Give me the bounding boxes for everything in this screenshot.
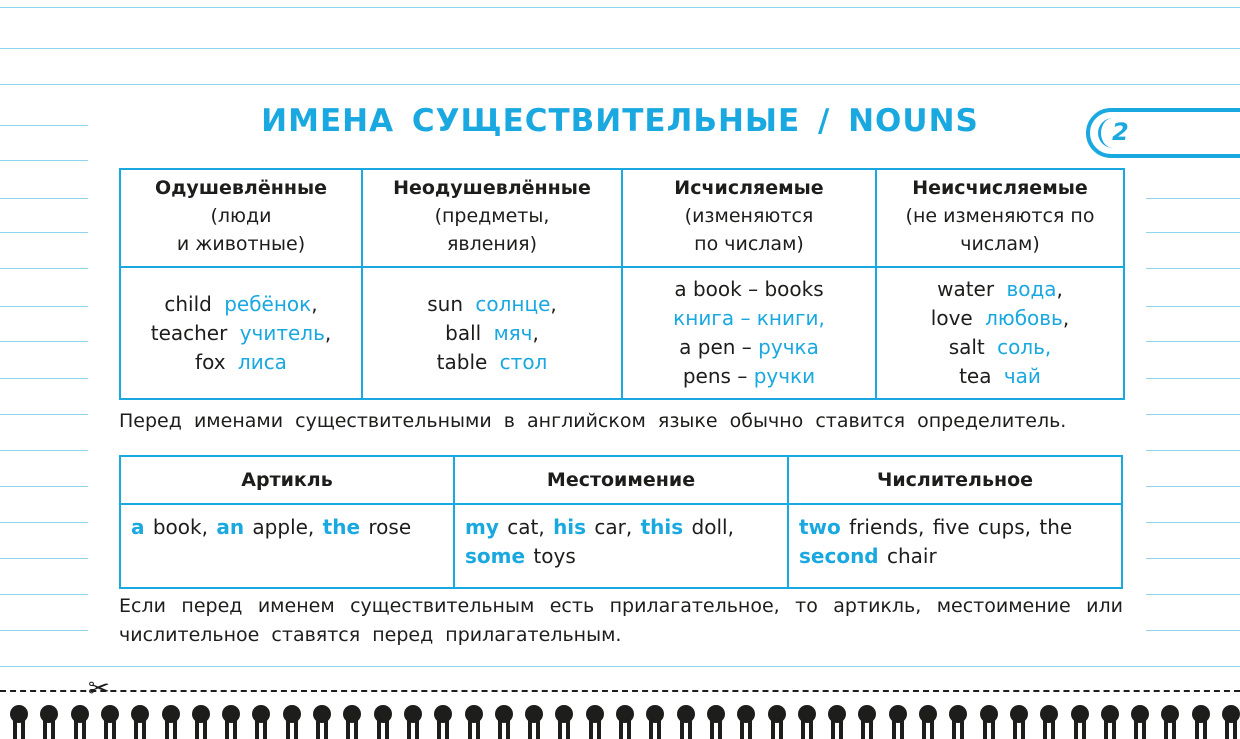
- binding-ring: [220, 703, 242, 738]
- example-text: apple,: [244, 515, 323, 539]
- header-inanimate: [362, 169, 622, 267]
- binding-ring: [523, 703, 545, 738]
- ruled-line: [0, 414, 88, 415]
- header-note: (изменяются: [684, 205, 814, 227]
- scissors-icon: ✂: [88, 674, 110, 704]
- singular: pens: [682, 364, 731, 388]
- example-line: [364, 319, 620, 348]
- example-line: [624, 362, 874, 391]
- determiners-table: [119, 455, 1123, 589]
- ruled-line: [0, 486, 88, 487]
- singular: книга: [673, 306, 735, 330]
- cell-uncountable-examples: [876, 267, 1124, 399]
- binding-ring: [38, 703, 60, 738]
- ruled-line: [0, 232, 88, 233]
- ruled-line: [0, 666, 1240, 667]
- punct: ,: [324, 320, 332, 345]
- english-word: table: [436, 349, 488, 374]
- punct: ,: [550, 291, 557, 316]
- ruled-line: [0, 450, 88, 451]
- ruled-line: [1146, 558, 1240, 559]
- header-note: явления): [446, 233, 538, 255]
- binding-ring: [887, 703, 909, 738]
- keyword: a: [131, 515, 145, 539]
- table-header-row: [120, 169, 1124, 267]
- binding-ring: [190, 703, 212, 738]
- russian-word: мяч: [493, 320, 533, 345]
- ruled-line: [1146, 486, 1240, 487]
- binding-ring: [947, 703, 969, 738]
- header-note: (не изменяются по: [905, 205, 1095, 227]
- plural: ручка: [758, 335, 819, 359]
- ruled-line: [0, 48, 1240, 49]
- header-pronoun: Местоимение: [454, 456, 788, 504]
- example-line: [878, 333, 1122, 362]
- english-word: ball: [445, 320, 482, 345]
- example-text: book,: [144, 515, 217, 539]
- cell-numeral-examples: [788, 504, 1122, 588]
- example-text: chair: [878, 544, 937, 568]
- dash: –: [748, 277, 759, 301]
- binding-ring: [796, 703, 818, 738]
- header-uncountable: [876, 169, 1124, 267]
- punct: ,: [1062, 306, 1070, 330]
- binding-ring: [8, 703, 30, 738]
- spiral-binding: [0, 703, 1240, 738]
- example-line: [624, 333, 874, 362]
- binding-ring: [735, 703, 757, 738]
- binding-ring: [675, 703, 697, 738]
- binding-ring: [432, 703, 454, 738]
- example-line: [364, 290, 620, 319]
- header-title: Неодушевлённые: [393, 177, 591, 199]
- binding-ring: [160, 703, 182, 738]
- binding-ring: [281, 703, 303, 738]
- binding-ring: [584, 703, 606, 738]
- example-line: [122, 290, 360, 319]
- page-number-tab: [1086, 108, 1240, 158]
- dash: –: [740, 306, 751, 330]
- binding-ring: [1008, 703, 1030, 738]
- binding-ring: [978, 703, 1000, 738]
- binding-ring: [553, 703, 575, 738]
- russian-word: вода: [1006, 277, 1057, 301]
- cell-pronoun-examples: [454, 504, 788, 588]
- ruled-line: [1146, 378, 1240, 379]
- header-title: Неисчисляемые: [912, 177, 1088, 199]
- page-number: 2: [1112, 118, 1129, 146]
- binding-ring: [917, 703, 939, 738]
- binding-ring: [1220, 703, 1240, 738]
- keyword: the: [322, 515, 361, 539]
- binding-ring: [705, 703, 727, 738]
- binding-ring: [1129, 703, 1151, 738]
- example-text: doll,: [683, 515, 734, 539]
- header-note: и животные): [176, 233, 306, 255]
- table-row: [120, 267, 1124, 399]
- keyword: two: [799, 515, 841, 539]
- russian-word: лиса: [237, 349, 287, 374]
- binding-ring: [856, 703, 878, 738]
- binding-ring: [766, 703, 788, 738]
- ruled-line: [0, 594, 88, 595]
- punct: ,: [1056, 277, 1063, 301]
- determiner-note: Перед именами существительными в английском языке обычно ставится определитель.: [119, 410, 1067, 432]
- example-text: friends, five cups, the: [840, 515, 1073, 539]
- keyword: some: [465, 544, 526, 568]
- keyword: second: [799, 544, 879, 568]
- binding-ring: [1159, 703, 1181, 738]
- plural: книги,: [756, 306, 825, 330]
- binding-ring: [69, 703, 91, 738]
- example-line: [624, 304, 874, 333]
- nouns-table: [119, 168, 1125, 400]
- singular: a pen: [679, 335, 736, 359]
- russian-word: учитель: [239, 320, 325, 345]
- example-line: [878, 304, 1122, 333]
- english-word: fox: [195, 349, 226, 374]
- keyword: this: [640, 515, 684, 539]
- cut-line: [0, 690, 1240, 692]
- binding-ring: [402, 703, 424, 738]
- ruled-line: [0, 198, 88, 199]
- russian-word: стол: [499, 349, 548, 374]
- binding-ring: [99, 703, 121, 738]
- header-title: Одушевлённые: [154, 177, 328, 199]
- binding-ring: [1069, 703, 1091, 738]
- example-text: cat,: [498, 515, 554, 539]
- ruled-line: [1146, 594, 1240, 595]
- ruled-line: [0, 341, 88, 342]
- ruled-line: [1146, 306, 1240, 307]
- english-word: teacher: [150, 320, 228, 345]
- header-title: Исчисляемые: [674, 177, 824, 199]
- keyword: an: [216, 515, 245, 539]
- keyword: my: [465, 515, 499, 539]
- russian-word: чай: [1003, 364, 1041, 388]
- header-animate: [120, 169, 362, 267]
- english-word: love: [930, 306, 973, 330]
- ruled-line: [1146, 414, 1240, 415]
- cell-countable-examples: [622, 267, 876, 399]
- binding-ring: [826, 703, 848, 738]
- table-header-row: [120, 456, 1122, 504]
- example-line: [364, 348, 620, 377]
- header-countable: [622, 169, 876, 267]
- russian-word: любовь: [985, 306, 1063, 330]
- ruled-line: [0, 84, 1240, 85]
- russian-word: ребёнок: [224, 291, 312, 316]
- ruled-line: [0, 630, 88, 631]
- ruled-line: [1146, 341, 1240, 342]
- ruled-line: [0, 522, 88, 523]
- page-top-border: [0, 7, 1240, 8]
- ruled-line: [0, 306, 88, 307]
- header-numeral: Числительное: [788, 456, 1122, 504]
- binding-ring: [372, 703, 394, 738]
- keyword: his: [553, 515, 587, 539]
- binding-ring: [1099, 703, 1121, 738]
- ruled-line: [1146, 450, 1240, 451]
- dash: –: [741, 335, 752, 359]
- plural: books: [764, 277, 824, 301]
- singular: a book: [674, 277, 742, 301]
- ruled-line: [0, 378, 88, 379]
- table-row: [120, 504, 1122, 588]
- cell-inanimate-examples: [362, 267, 622, 399]
- binding-ring: [311, 703, 333, 738]
- english-word: sun: [427, 291, 464, 316]
- english-word: salt: [948, 335, 985, 359]
- page-title: ИМЕНА СУЩЕСТВИТЕЛЬНЫЕ / NOUNS: [261, 103, 979, 139]
- binding-ring: [493, 703, 515, 738]
- binding-ring: [1190, 703, 1212, 738]
- ruled-line: [1146, 630, 1240, 631]
- english-word: child: [164, 291, 212, 316]
- example-line: [122, 319, 360, 348]
- example-text: toys: [525, 544, 576, 568]
- ruled-line: [0, 558, 88, 559]
- example-text: rose: [360, 515, 412, 539]
- ruled-line: [1146, 198, 1240, 199]
- header-note: по числам): [694, 233, 804, 255]
- cell-article-examples: [120, 504, 454, 588]
- header-note: (предметы,: [434, 205, 550, 227]
- ruled-line: [1146, 232, 1240, 233]
- binding-ring: [614, 703, 636, 738]
- binding-ring: [463, 703, 485, 738]
- russian-word: солнце: [475, 291, 551, 316]
- english-word: tea: [959, 364, 992, 388]
- punct: ,: [311, 291, 318, 316]
- header-note: (люди: [210, 205, 272, 227]
- example-line: [878, 362, 1122, 391]
- example-line: [878, 275, 1122, 304]
- punct: ,: [532, 320, 539, 345]
- plural: ручки: [753, 364, 816, 388]
- ruled-line: [0, 160, 88, 161]
- example-text: car,: [586, 515, 641, 539]
- binding-ring: [644, 703, 666, 738]
- ruled-line: [1146, 268, 1240, 269]
- binding-ring: [341, 703, 363, 738]
- header-article: Артикль: [120, 456, 454, 504]
- dash: –: [737, 364, 748, 388]
- cell-animate-examples: [120, 267, 362, 399]
- example-line: [122, 348, 360, 377]
- example-line: [624, 275, 874, 304]
- english-word: water: [937, 277, 995, 301]
- ruled-line: [0, 268, 88, 269]
- header-note: числам): [960, 233, 1040, 255]
- ruled-line: [1146, 522, 1240, 523]
- adjective-note: Если перед именем существительным есть прилагательное, то артикль, местоимение или числительное ставятся перед прилагательным.: [119, 595, 1136, 646]
- binding-ring: [250, 703, 272, 738]
- russian-word: соль,: [997, 335, 1052, 359]
- binding-ring: [1038, 703, 1060, 738]
- binding-ring: [129, 703, 151, 738]
